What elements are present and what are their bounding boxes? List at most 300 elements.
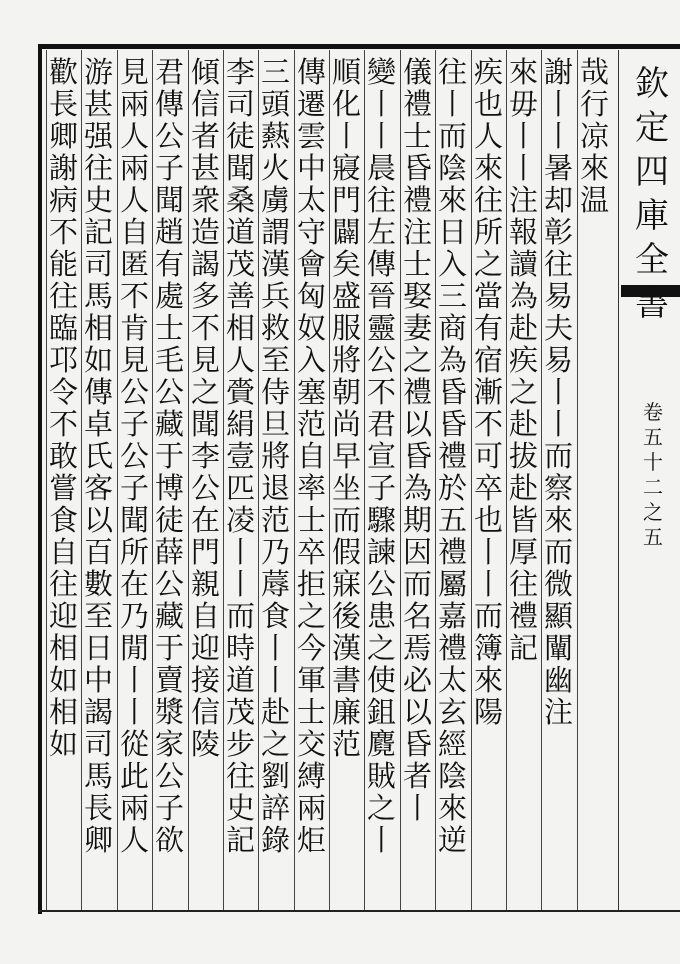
text-char: 之 [508,375,538,409]
text-char: 善 [225,279,255,313]
text-char: 如 [48,663,78,697]
text-char: 書 [331,663,361,697]
text-column [190,56,221,760]
column-rule [400,50,401,910]
text-char: 而 [543,439,573,473]
text-char: 記 [83,215,113,249]
text-char: 相 [48,631,78,665]
text-char: 以 [402,695,432,729]
text-char: 彰 [543,215,573,249]
text-char: 相 [83,311,113,345]
text-char: 拒 [296,567,326,601]
text-char: 趙 [154,215,184,249]
text-char: 不 [119,279,149,313]
text-char: 化 [331,87,361,121]
text-char: 卒 [296,535,326,569]
text-char: 親 [190,567,220,601]
text-char: 如 [48,727,78,761]
text-char: 乃 [260,535,290,569]
text-char: 自 [190,599,220,633]
text-char: 相 [225,311,255,345]
text-char: 丨 [543,87,573,121]
frame-left-border [38,44,42,914]
column-rule [188,50,189,910]
text-char: 昏 [402,727,432,761]
column-rule [117,50,118,910]
text-char: 闡 [543,631,573,665]
text-char: 往 [225,759,255,793]
text-char: 丨 [437,87,467,121]
text-char: 行 [579,87,609,121]
text-char: 公 [190,471,220,505]
text-char: 强 [83,119,113,153]
text-char: 率 [296,471,326,505]
frame-top-border [38,44,680,49]
text-char: 所 [473,215,503,249]
text-char: 信 [190,695,220,729]
text-char: 遷 [296,87,326,121]
text-char: 自 [296,439,326,473]
text-char: 兩 [119,151,149,185]
text-char: 傳 [154,87,184,121]
text-char: 迎 [190,631,220,665]
text-char: 兩 [119,791,149,825]
text-char: 之 [296,599,326,633]
text-char: 往 [508,567,538,601]
text-char: 司 [83,247,113,281]
text-char: 雲 [296,119,326,153]
text-char: 來 [437,791,467,825]
text-char: 來 [579,151,609,185]
text-column [225,56,256,856]
text-char: 宣 [366,439,396,473]
text-char: 炬 [296,823,326,857]
text-char: 五 [437,503,467,537]
text-char: 于 [154,439,184,473]
text-char: 聞 [225,151,255,185]
text-char: 名 [402,599,432,633]
frame-bottom-border [38,910,680,912]
text-char: 赴 [260,695,290,729]
column-rule [577,50,578,910]
text-char: 禮 [437,439,467,473]
text-char: 薛 [154,535,184,569]
text-char: 博 [154,471,184,505]
text-char: 疾 [473,55,503,89]
text-char: 李 [225,55,255,89]
text-char: 往 [543,247,573,281]
text-char: 退 [260,471,290,505]
text-char: 公 [154,375,184,409]
text-column [402,56,433,824]
text-char: 病 [48,183,78,217]
text-char: 寐 [331,567,361,601]
text-char: 子 [119,407,149,441]
text-char: 也 [473,87,503,121]
text-char: 傳 [296,55,326,89]
text-char: 道 [225,215,255,249]
text-char: 子 [366,471,396,505]
text-char: 子 [154,151,184,185]
text-char: 丨 [366,87,396,121]
text-char: 人 [119,183,149,217]
text-char: 注 [543,695,573,729]
text-char: 之 [190,375,220,409]
text-char: 察 [543,471,573,505]
text-char: 丨 [543,407,573,441]
column-rule [506,50,507,910]
text-char: 之 [366,631,396,665]
text-char: 丨 [260,631,290,665]
margin-divider [618,50,619,910]
text-char: 司 [83,727,113,761]
column-rule [435,50,436,910]
text-char: 丨 [366,119,396,153]
text-char: 所 [119,535,149,569]
juan-char: 卷 [643,400,663,424]
juan-char: 之 [643,500,663,524]
text-char: 赴 [508,311,538,345]
text-char: 期 [402,503,432,537]
text-char: 劉 [260,759,290,793]
text-char: 卿 [83,823,113,857]
text-char: 卓 [83,407,113,441]
text-char: 軍 [296,663,326,697]
text-char: 日 [437,215,467,249]
text-char: 有 [154,247,184,281]
text-char: 藏 [154,407,184,441]
text-char: 卿 [48,119,78,153]
text-column [48,56,79,760]
text-char: 有 [473,311,503,345]
text-char: 屬 [437,567,467,601]
text-char: 歡 [48,55,78,89]
text-char: 于 [154,631,184,665]
text-char: 迎 [48,599,78,633]
text-char: 李 [190,439,220,473]
column-rule [541,50,542,910]
text-char: 造 [190,215,220,249]
text-char: 商 [437,311,467,345]
juan-char: 五 [643,425,663,449]
text-char: 傾 [190,55,220,89]
text-char: 疾 [508,343,538,377]
text-char: 中 [83,663,113,697]
text-char: 赴 [508,471,538,505]
text-char: 見 [119,55,149,89]
text-char: 中 [296,151,326,185]
text-char: 因 [402,535,432,569]
text-char: 傳 [83,375,113,409]
text-char: 鉏 [366,695,396,729]
text-char: 丨 [543,119,573,153]
text-char: 自 [119,215,149,249]
text-char: 家 [154,727,184,761]
text-column [296,56,327,856]
text-char: 赴 [508,407,538,441]
text-char: 會 [296,247,326,281]
text-char: 丨 [225,567,255,601]
text-char: 甚 [190,151,220,185]
text-char: 馬 [83,279,113,313]
text-column [83,56,114,856]
text-char: 使 [366,663,396,697]
text-char: 旦 [260,407,290,441]
text-char: 步 [225,727,255,761]
column-rule [329,50,330,910]
text-column [437,56,468,856]
text-char: 顯 [543,599,573,633]
text-char: 藏 [154,599,184,633]
text-char: 漸 [473,375,503,409]
text-char: 厚 [508,535,538,569]
text-char: 此 [119,759,149,793]
text-char: 往 [83,151,113,185]
text-char: 不 [48,215,78,249]
text-char: 乃 [119,599,149,633]
text-char: 丨 [260,663,290,697]
text-char: 奴 [296,311,326,345]
text-char: 往 [366,183,396,217]
text-char: 暑 [543,151,573,185]
text-char: 丨 [473,567,503,601]
text-char: 凌 [225,503,255,537]
text-char: 丨 [508,119,538,153]
text-char: 入 [437,247,467,281]
book-title [632,62,672,326]
text-char: 自 [48,535,78,569]
text-char: 入 [296,343,326,377]
text-char: 虜 [260,183,290,217]
text-column [154,56,185,856]
text-char: 馬 [83,759,113,793]
text-char: 不 [48,407,78,441]
text-char: 救 [260,311,290,345]
text-char: 茂 [225,695,255,729]
text-char: 頭 [260,87,290,121]
text-char: 人 [225,343,255,377]
text-char: 謁 [190,247,220,281]
text-char: 丨 [225,535,255,569]
text-char: 絹 [225,407,255,441]
text-char: 時 [225,631,255,665]
text-char: 毛 [154,343,184,377]
text-char: 昏 [402,439,432,473]
text-char: 來 [508,55,538,89]
text-char: 士 [154,311,184,345]
text-char: 廉 [331,695,361,729]
text-char: 史 [83,183,113,217]
text-char: 也 [473,503,503,537]
text-char: 以 [402,407,432,441]
text-char: 驟 [366,503,396,537]
text-char: 丨 [331,119,361,153]
text-char: 却 [543,183,573,217]
text-char: 娶 [402,279,432,313]
text-char: 三 [437,279,467,313]
text-char: 人 [119,119,149,153]
text-char: 必 [402,663,432,697]
text-char: 來 [473,151,503,185]
text-char: 者 [402,759,432,793]
text-char: 信 [190,87,220,121]
text-char: 皆 [508,503,538,537]
text-char: 温 [579,183,609,217]
text-char: 子 [154,791,184,825]
text-char: 見 [119,343,149,377]
text-char: 而 [225,599,255,633]
text-char: 匿 [119,247,149,281]
text-char: 公 [119,375,149,409]
text-char: 往 [437,55,467,89]
text-column [473,56,504,728]
text-char: 嘉 [437,599,467,633]
text-char: 在 [119,567,149,601]
text-char: 范 [260,503,290,537]
text-char: 丨 [402,791,432,825]
text-char: 守 [296,215,326,249]
text-char: 長 [83,791,113,825]
text-char: 不 [473,407,503,441]
text-char: 邛 [48,343,78,377]
text-char: 當 [473,279,503,313]
text-char: 爇 [260,119,290,153]
text-char: 蓐 [260,567,290,601]
text-char: 昏 [402,151,432,185]
text-char: 陰 [437,151,467,185]
text-char: 肯 [119,311,149,345]
text-char: 食 [260,599,290,633]
text-char: 禮 [402,375,432,409]
text-char: 丨 [508,151,538,185]
text-char: 陽 [473,695,503,729]
text-char: 讀 [508,247,538,281]
text-char: 君 [154,55,184,89]
text-char: 丨 [366,823,396,857]
text-char: 子 [119,471,149,505]
text-char: 往 [473,183,503,217]
title-char: 欽 [635,64,669,104]
text-char: 昏 [437,375,467,409]
text-char: 記 [508,631,538,665]
text-char: 匈 [296,279,326,313]
text-char: 日 [83,631,113,665]
text-char: 之 [473,247,503,281]
text-char: 易 [543,279,573,313]
juan-char: 五 [643,525,663,549]
text-char: 妻 [402,311,432,345]
text-char: 不 [366,375,396,409]
text-char: 之 [366,791,396,825]
text-char: 卒 [473,471,503,505]
text-char: 聞 [154,183,184,217]
column-rule [471,50,472,910]
text-char: 服 [331,311,361,345]
juan-char: 二 [643,475,663,499]
text-char: 變 [366,55,396,89]
text-char: 易 [543,343,573,377]
text-char: 嘗 [48,471,78,505]
text-char: 而 [543,535,573,569]
text-char: 士 [296,695,326,729]
text-char: 聞 [119,503,149,537]
text-char: 寢 [331,151,361,185]
text-char: 能 [48,247,78,281]
juan-char: 十 [643,450,663,474]
text-column [260,56,291,856]
text-char: 諫 [366,535,396,569]
text-char: 衆 [190,183,220,217]
text-column [119,56,150,856]
column-rule [46,50,47,910]
text-column [508,56,539,664]
text-char: 縛 [296,759,326,793]
text-char: 令 [48,375,78,409]
text-char: 數 [83,567,113,601]
text-char: 聞 [190,407,220,441]
text-char: 塞 [296,375,326,409]
text-char: 徒 [154,503,184,537]
text-char: 之 [402,343,432,377]
text-char: 處 [154,279,184,313]
text-char: 太 [437,663,467,697]
text-char: 禮 [402,87,432,121]
text-char: 壹 [225,439,255,473]
text-char: 禮 [402,183,432,217]
text-char: 多 [190,279,220,313]
text-char: 夫 [543,311,573,345]
text-char: 闢 [331,215,361,249]
text-char: 後 [331,599,361,633]
text-char: 晉 [366,279,396,313]
text-char: 相 [48,695,78,729]
text-char: 凉 [579,119,609,153]
text-char: 范 [296,407,326,441]
text-char: 患 [366,599,396,633]
text-char: 焉 [402,631,432,665]
text-char: 桑 [225,183,255,217]
column-rule [223,50,224,910]
text-column [543,56,574,728]
text-char: 假 [331,535,361,569]
text-char: 公 [366,567,396,601]
text-char: 注 [402,215,432,249]
text-char: 見 [190,343,220,377]
text-char: 來 [473,663,503,697]
text-char: 逆 [437,823,467,857]
title-char: 書 [635,284,669,324]
text-char: 游 [83,55,113,89]
text-char: 往 [48,279,78,313]
text-char: 矣 [331,247,361,281]
text-char: 昏 [437,407,467,441]
text-char: 記 [225,823,255,857]
text-char: 以 [83,503,113,537]
text-char: 經 [437,727,467,761]
text-char: 史 [225,791,255,825]
title-char: 定 [635,108,669,148]
text-char: 而 [437,119,467,153]
text-char: 將 [260,439,290,473]
text-char: 至 [83,599,113,633]
text-char: 公 [119,439,149,473]
text-char: 賣 [154,663,184,697]
text-char: 幽 [543,663,573,697]
text-column [579,56,610,216]
text-char: 丨 [473,535,503,569]
text-char: 錄 [260,823,290,857]
text-char: 將 [331,343,361,377]
